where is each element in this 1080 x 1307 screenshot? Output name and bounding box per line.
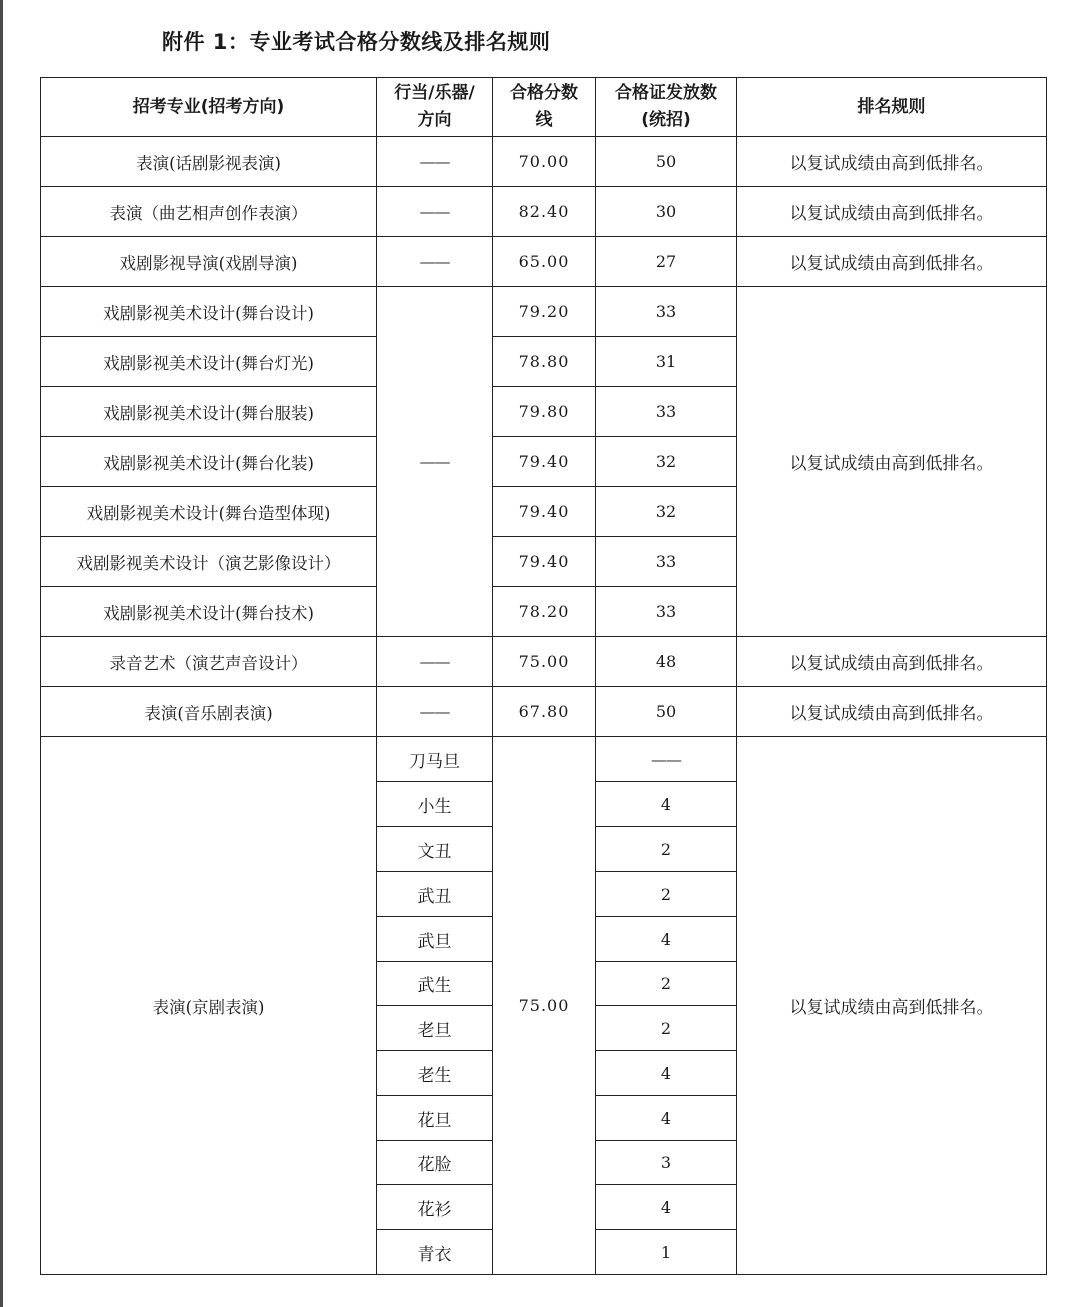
- page-left-border: [0, 0, 3, 1307]
- role-cell: ——: [377, 137, 493, 187]
- table-row: [41, 637, 1047, 687]
- role-cell: 武生: [377, 962, 493, 1006]
- count-cell: 1: [596, 1230, 737, 1275]
- table-row: [41, 187, 1047, 237]
- header-cert-count: 合格证发放数 (统招): [596, 78, 737, 137]
- header-role: 行当/乐器/ 方向: [377, 78, 493, 137]
- count-cell: 50: [596, 137, 737, 187]
- count-cell: 50: [596, 687, 737, 737]
- score-cell: 79.40: [493, 487, 596, 537]
- header-row: [41, 78, 1047, 137]
- document-title: 附件 1：专业考试合格分数线及排名规则: [162, 30, 551, 54]
- count-cell: 33: [596, 387, 737, 437]
- count-cell: 27: [596, 237, 737, 287]
- rule-cell: 以复试成绩由高到低排名。: [737, 687, 1047, 737]
- rule-cell: 以复试成绩由高到低排名。: [737, 237, 1047, 287]
- score-table: [40, 77, 1047, 1275]
- role-cell: 小生: [377, 782, 493, 827]
- header-rule: 排名规则: [737, 78, 1047, 137]
- table-row: [41, 237, 1047, 287]
- major-cell: 戏剧影视美术设计(舞台设计): [41, 287, 377, 337]
- table-row: [41, 287, 1047, 337]
- score-cell: 75.00: [493, 637, 596, 687]
- score-cell: 78.20: [493, 587, 596, 637]
- role-cell: ——: [377, 637, 493, 687]
- count-cell: 32: [596, 437, 737, 487]
- table-row: [41, 137, 1047, 187]
- score-cell: 78.80: [493, 337, 596, 387]
- role-cell: 武旦: [377, 917, 493, 962]
- score-cell: 79.40: [493, 437, 596, 487]
- role-cell: ——: [377, 187, 493, 237]
- count-cell: 4: [596, 1051, 737, 1096]
- count-cell: 30: [596, 187, 737, 237]
- count-cell: 4: [596, 782, 737, 827]
- count-cell: 32: [596, 487, 737, 537]
- count-cell: 4: [596, 1096, 737, 1141]
- score-cell: 65.00: [493, 237, 596, 287]
- major-cell: 戏剧影视美术设计(舞台服装): [41, 387, 377, 437]
- rule-cell-merged: 以复试成绩由高到低排名。: [737, 737, 1047, 1275]
- rule-cell-merged: 以复试成绩由高到低排名。: [737, 287, 1047, 637]
- score-cell: 67.80: [493, 687, 596, 737]
- role-cell: 文丑: [377, 827, 493, 872]
- header-major: 招考专业(招考方向): [41, 78, 377, 137]
- major-cell: 表演(音乐剧表演): [41, 687, 377, 737]
- role-cell: 花脸: [377, 1141, 493, 1185]
- major-cell: 表演（曲艺相声创作表演）: [41, 187, 377, 237]
- role-cell: 老生: [377, 1051, 493, 1096]
- header-score: 合格分数 线: [493, 78, 596, 137]
- rule-cell: 以复试成绩由高到低排名。: [737, 187, 1047, 237]
- role-cell: ——: [377, 687, 493, 737]
- major-cell: 戏剧影视美术设计(舞台技术): [41, 587, 377, 637]
- count-cell: 33: [596, 537, 737, 587]
- count-cell: 2: [596, 962, 737, 1006]
- count-cell: ——: [596, 737, 737, 782]
- score-cell-merged: 75.00: [493, 737, 596, 1275]
- score-cell: 79.20: [493, 287, 596, 337]
- major-cell: 戏剧影视美术设计(舞台造型体现): [41, 487, 377, 537]
- role-cell: 花旦: [377, 1096, 493, 1141]
- role-cell: 刀马旦: [377, 737, 493, 782]
- score-cell: 70.00: [493, 137, 596, 187]
- count-cell: 2: [596, 827, 737, 872]
- count-cell: 48: [596, 637, 737, 687]
- score-cell: 79.40: [493, 537, 596, 587]
- major-cell: 戏剧影视导演(戏剧导演): [41, 237, 377, 287]
- major-cell: 戏剧影视美术设计（演艺影像设计）: [41, 537, 377, 587]
- table-row: [41, 687, 1047, 737]
- count-cell: 3: [596, 1141, 737, 1185]
- count-cell: 4: [596, 1185, 737, 1230]
- role-cell: 青衣: [377, 1230, 493, 1275]
- count-cell: 4: [596, 917, 737, 962]
- count-cell: 2: [596, 1006, 737, 1051]
- score-cell: 82.40: [493, 187, 596, 237]
- score-cell: 79.80: [493, 387, 596, 437]
- major-cell-merged: 表演(京剧表演): [41, 737, 377, 1275]
- role-cell-merged: ——: [377, 287, 493, 637]
- role-cell: 武丑: [377, 872, 493, 917]
- role-cell: 老旦: [377, 1006, 493, 1051]
- role-cell: 花衫: [377, 1185, 493, 1230]
- role-cell: ——: [377, 237, 493, 287]
- major-cell: 戏剧影视美术设计(舞台化装): [41, 437, 377, 487]
- rule-cell: 以复试成绩由高到低排名。: [737, 137, 1047, 187]
- major-cell: 戏剧影视美术设计(舞台灯光): [41, 337, 377, 387]
- count-cell: 31: [596, 337, 737, 387]
- count-cell: 2: [596, 872, 737, 917]
- rule-cell: 以复试成绩由高到低排名。: [737, 637, 1047, 687]
- count-cell: 33: [596, 287, 737, 337]
- count-cell: 33: [596, 587, 737, 637]
- table-row: [41, 737, 1047, 782]
- major-cell: 表演(话剧影视表演): [41, 137, 377, 187]
- major-cell: 录音艺术（演艺声音设计）: [41, 637, 377, 687]
